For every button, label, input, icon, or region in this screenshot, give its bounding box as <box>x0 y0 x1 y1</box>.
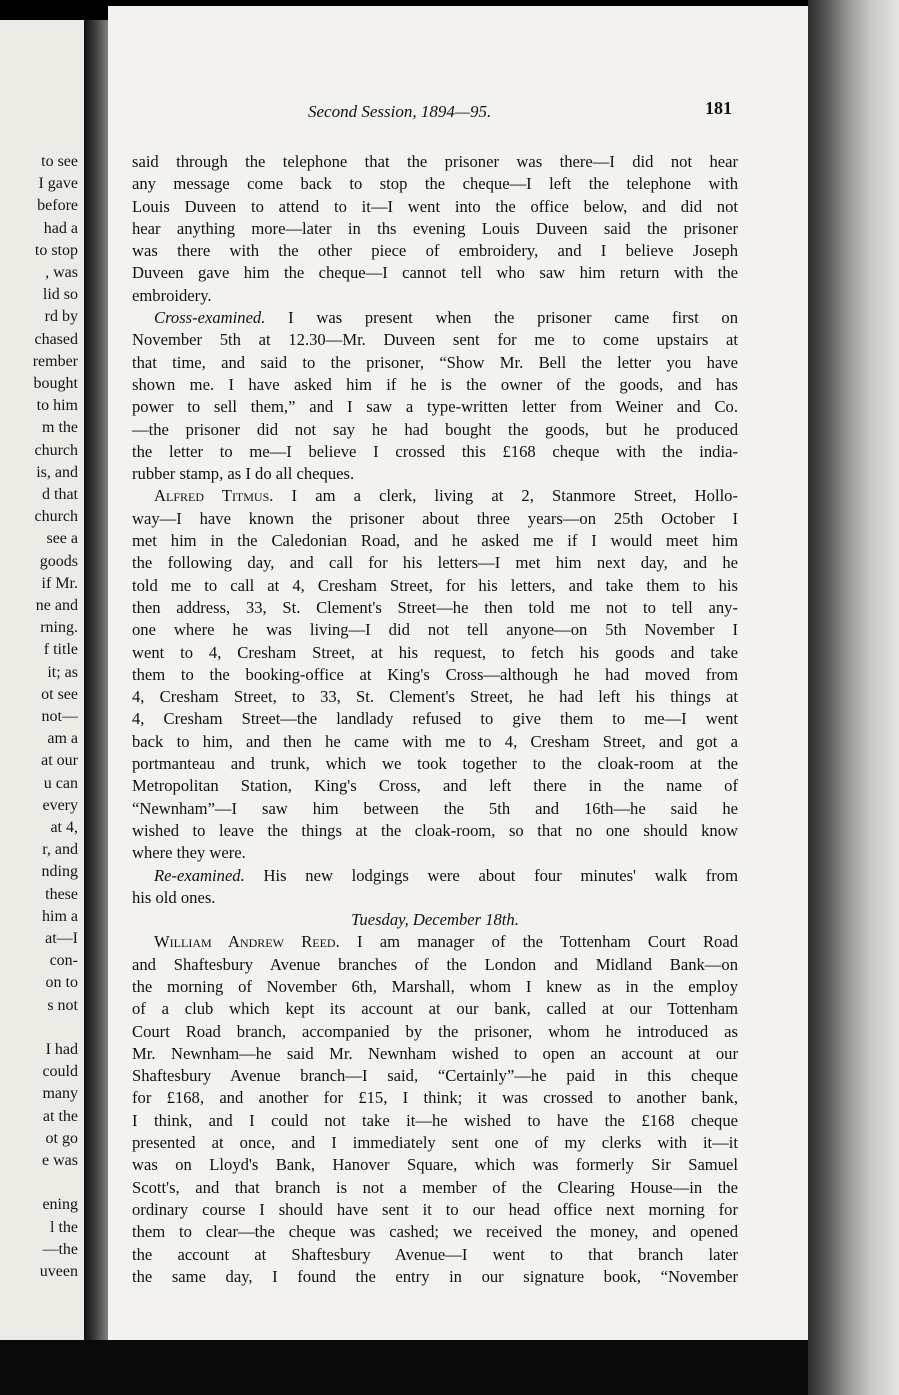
text-line <box>132 954 738 976</box>
facing-page-text: rd by <box>44 308 78 326</box>
text-line <box>132 775 738 797</box>
witness-name: William Andrew Reed. <box>154 932 340 952</box>
facing-page-text: d that <box>42 486 78 503</box>
book-page <box>108 6 808 1341</box>
page-text <box>132 151 738 1288</box>
facing-page-text: nding <box>41 863 78 881</box>
text-line <box>132 240 738 262</box>
facing-page-text: chased <box>34 330 78 348</box>
facing-page-text: ot see <box>41 685 78 703</box>
line-text: them to the booking-office at King's Cross—although he had moved from <box>132 664 738 684</box>
text-line <box>132 262 738 284</box>
line-text: then address, 33, St. Clement's Street—he then told me not to tell any- <box>132 597 738 617</box>
facing-page-text: could <box>42 1063 78 1081</box>
facing-page-text: before <box>37 197 78 215</box>
line-text: shown me. I have asked him if he is the owner of the goods, and has <box>132 374 738 394</box>
line-text: wished to leave the things at the cloak-room, so that no one should know <box>132 820 738 840</box>
line-text: any message come back to stop the cheque—I left the telephone with <box>132 174 738 194</box>
text-line <box>132 530 738 552</box>
text-line <box>132 820 738 842</box>
text-line <box>132 173 738 195</box>
facing-page-text: e was <box>42 1152 78 1169</box>
line-text: said through the telephone that the prisoner was there—I did not hear <box>132 152 738 171</box>
page-number: 181 <box>705 98 732 118</box>
line-text: November 5th at 12.30—Mr. Duveen sent for me to come upstairs at <box>132 330 738 350</box>
facing-page-text: f title <box>43 641 78 659</box>
text-line <box>132 1021 738 1043</box>
text-line <box>132 597 738 619</box>
text-line <box>132 865 738 887</box>
text-line <box>132 1154 738 1176</box>
facing-page-fragment <box>0 20 86 1340</box>
line-text: the account at Shaftesbury Avenue—I went to that branch later <box>132 1244 738 1264</box>
line-text: embroidery. <box>132 285 212 305</box>
line-text: told me to call at 4, Cresham Street, for his letters, and take them to his <box>132 575 738 595</box>
facing-page-text: church <box>34 508 78 526</box>
book-gutter <box>84 20 110 1340</box>
line-text: hear anything more—later in ths evening Louis Duveen said the prisoner <box>132 218 738 238</box>
text-line <box>132 1244 738 1266</box>
text-line <box>132 976 738 998</box>
text-line <box>132 396 738 418</box>
text-line <box>132 1221 738 1243</box>
facing-page-text: rember <box>32 352 78 370</box>
facing-page-text: I had <box>45 1041 78 1058</box>
text-line <box>132 285 738 307</box>
examination-label: Re-examined. <box>154 865 245 885</box>
facing-page-text: is, and <box>36 463 78 481</box>
facing-page-text: lid so <box>42 286 78 304</box>
text-line <box>132 1266 738 1288</box>
line-text: Louis Duveen to attend to it—I went into the office below, and did not <box>132 196 738 216</box>
text-line <box>132 708 738 730</box>
line-text: 4, Cresham Street—the landlady refused to give them to me—I went <box>132 709 738 729</box>
facing-page-text: it; as <box>47 663 78 681</box>
line-text: way—I have known the prisoner about three years—on 25th October I <box>132 508 738 528</box>
text-line <box>132 508 738 530</box>
text-line <box>132 1110 738 1132</box>
text-line <box>132 887 738 909</box>
line-text: that time, and said to the prisoner, “Show Mr. Bell the letter you have <box>132 352 738 372</box>
facing-page-text: had a <box>43 219 78 237</box>
line-text: portmanteau and trunk, which we took together to the cloak-room at the <box>132 754 738 774</box>
line-text: the morning of November 6th, Marshall, whom I knew as in the employ <box>132 976 738 996</box>
line-text: the following day, and call for his letters—I met him next day, and he <box>132 553 738 573</box>
facing-page-text: if Mr. <box>41 574 78 592</box>
line-text: Scott's, and that branch is not a member of the Clearing House—in the <box>132 1177 738 1197</box>
facing-page-text: rning. <box>40 619 78 637</box>
facing-page-text: s not <box>47 996 78 1014</box>
scan-shadow <box>0 1340 808 1395</box>
text-line <box>132 1199 738 1221</box>
text-line <box>132 1132 738 1154</box>
facing-page-text: bought <box>33 375 78 392</box>
line-text: presented at once, and I immediately sent one of my clerks with it—it <box>132 1133 738 1153</box>
facing-page-text: see a <box>46 530 78 548</box>
line-text: one where he was living—I did not tell anyone—on 5th November I <box>132 620 738 640</box>
line-text: I was present when the prisoner came first on <box>265 308 738 328</box>
text-line <box>132 998 738 1020</box>
line-text: Shaftesbury Avenue branch—I said, “Certainly”—he paid in this cheque <box>132 1066 738 1086</box>
examination-label: Cross-examined. <box>154 308 266 328</box>
facing-page-text: u can <box>43 774 78 792</box>
facing-page-text: , was <box>45 264 78 281</box>
text-line <box>132 1087 738 1109</box>
line-text: Metropolitan Station, King's Cross, and left there in the name of <box>132 776 738 796</box>
line-text: I am manager of the Tottenham Court Road <box>339 932 738 952</box>
facing-page-text: these <box>45 885 78 903</box>
line-text: the same day, I found the entry in our signature book, “November <box>132 1266 738 1286</box>
line-text: back to him, and then he came with me to 4, Cresham Street, and got a <box>132 731 738 751</box>
text-line <box>132 374 738 396</box>
text-line <box>132 463 738 485</box>
facing-page-text: at the <box>42 1107 78 1125</box>
text-line <box>132 196 738 218</box>
facing-page-text: to see <box>41 153 78 170</box>
line-text: where they were. <box>132 843 246 863</box>
facing-page-text: l the <box>50 1218 78 1236</box>
line-text: 4, Cresham Street, to 33, St. Clement's Street, he had left his things at <box>132 687 738 707</box>
facing-page-text: goods <box>39 552 78 570</box>
text-line <box>132 1065 738 1087</box>
text-line <box>132 1043 738 1065</box>
text-line <box>132 909 738 931</box>
line-text: power to sell them,” and I saw a type-written letter from Weiner and Co. <box>132 397 738 417</box>
facing-page-text: I gave <box>38 175 78 193</box>
text-line <box>132 931 738 953</box>
facing-page-text: at our <box>41 752 78 770</box>
facing-page-text: many <box>42 1085 78 1103</box>
facing-page-text: church <box>34 441 78 459</box>
facing-page-text: to stop <box>34 241 78 259</box>
facing-page-text: —the <box>42 1240 78 1258</box>
text-line <box>132 686 738 708</box>
line-text: was on Lloyd's Bank, Hanover Square, which was formerly Sir Samuel <box>132 1155 738 1175</box>
text-line <box>132 329 738 351</box>
text-line <box>132 575 738 597</box>
line-text: Mr. Newnham—he said Mr. Newnham wished to open an account at our <box>132 1043 738 1063</box>
line-text: Duveen gave him the cheque—I cannot tell who saw him return with the <box>132 263 738 283</box>
facing-page-text: ening <box>42 1196 78 1214</box>
facing-page-text: uveen <box>39 1263 78 1280</box>
line-text: Court Road branch, accompanied by the prisoner, whom he introduced as <box>132 1021 738 1041</box>
line-text: I am a clerk, living at 2, Stanmore Street, Hollo- <box>273 486 738 506</box>
facing-page-text: con- <box>49 952 78 970</box>
facing-page-text: to him <box>36 397 78 415</box>
text-line <box>132 664 738 686</box>
text-line <box>132 731 738 753</box>
facing-page-text: ot go <box>45 1129 78 1147</box>
facing-page-text: every <box>42 796 78 814</box>
facing-page-text: r, and <box>42 841 78 859</box>
text-line <box>132 218 738 240</box>
line-text: went to 4, Cresham Street, at his request, to fetch his goods and take <box>132 642 738 662</box>
facing-page-text: ne and <box>35 597 78 614</box>
text-line <box>132 619 738 641</box>
line-text: ordinary course I should have sent it to our head office next morning for <box>132 1199 738 1219</box>
facing-page-text: on to <box>45 974 78 992</box>
line-text: and Shaftesbury Avenue branches of the London and Midland Bank—on <box>132 954 738 974</box>
line-text: the letter to me—I believe I crossed this £168 cheque with the india- <box>132 441 738 461</box>
line-text: was there with the other piece of embroidery, and I believe Joseph <box>132 241 738 261</box>
text-line <box>132 842 738 864</box>
line-text: —the prisoner did not say he had bought the goods, but he produced <box>132 419 738 439</box>
text-line <box>132 441 738 463</box>
line-text: I think, and I could not take it—he wished to have the £168 cheque <box>132 1110 738 1130</box>
facing-page-text: am a <box>47 730 78 748</box>
line-text: them to clear—the cheque was cashed; we received the money, and opened <box>132 1222 738 1242</box>
line-text: His new lodgings were about four minutes' walk from <box>244 865 738 885</box>
text-line <box>132 642 738 664</box>
running-title: Second Session, 1894—95. <box>308 102 492 121</box>
facing-page-text: at 4, <box>50 819 78 836</box>
text-line <box>132 307 738 329</box>
facing-page-text: m the <box>42 419 78 437</box>
line-text: “Newnham”—I saw him between the 5th and 16th—he said he <box>132 798 738 818</box>
book-edge <box>808 0 899 1395</box>
text-line <box>132 552 738 574</box>
text-line <box>132 419 738 441</box>
line-text: of a club which kept its account at our bank, called at our Tottenham <box>132 999 738 1019</box>
text-line <box>132 151 738 173</box>
line-text: for £168, and another for £15, I think; it was crossed to another bank, <box>132 1088 738 1108</box>
text-line <box>132 1177 738 1199</box>
witness-name: Alfred Titmus. <box>154 486 274 506</box>
facing-page-text: him a <box>42 907 78 925</box>
text-line <box>132 485 738 507</box>
line-text: Tuesday, December 18th. <box>351 910 519 930</box>
text-line <box>132 352 738 374</box>
text-line <box>132 798 738 820</box>
line-text: his old ones. <box>132 887 216 907</box>
facing-page-text: at—I <box>45 930 78 947</box>
text-line <box>132 753 738 775</box>
line-text: rubber stamp, as I do all cheques. <box>132 464 355 484</box>
facing-page-text: not— <box>41 708 78 725</box>
line-text: met him in the Caledonian Road, and he asked me if I would meet him <box>132 531 738 551</box>
